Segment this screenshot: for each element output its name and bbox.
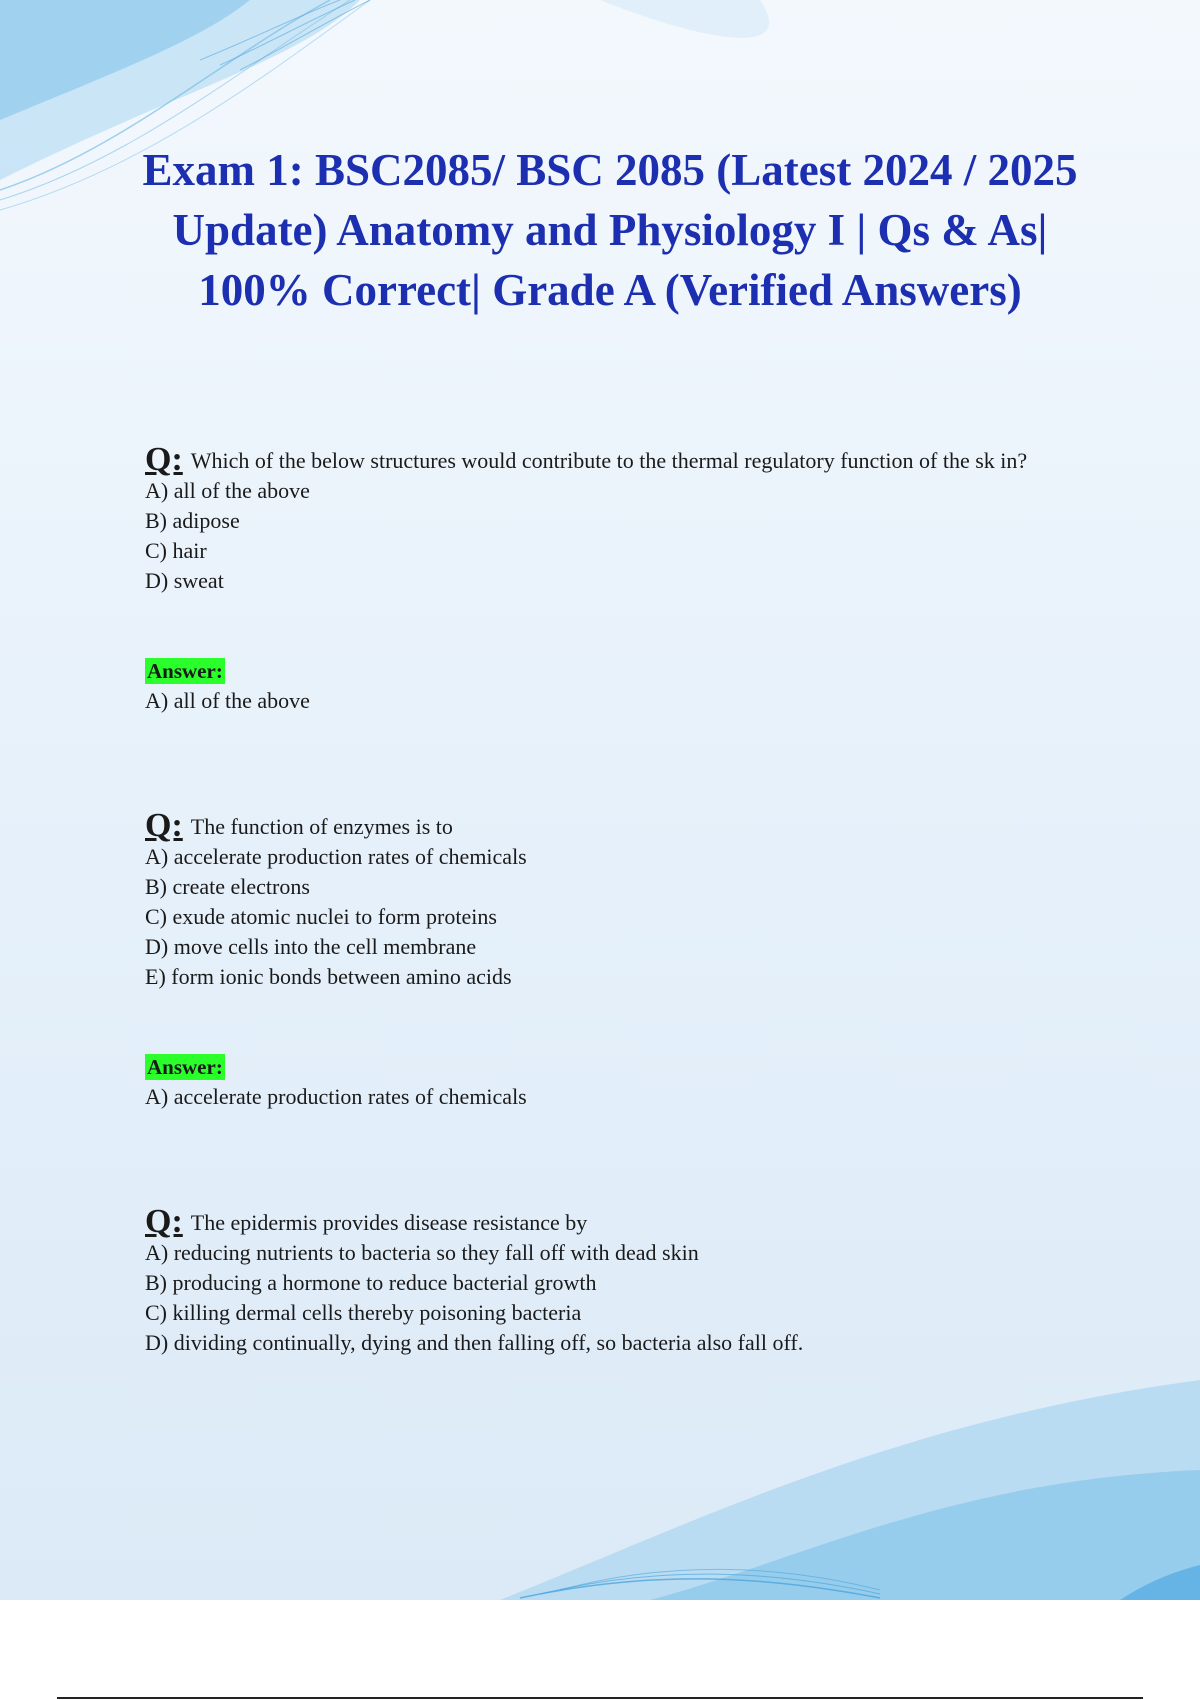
answer-option: B) adipose <box>145 508 240 533</box>
answer-label: Answer: <box>147 1055 223 1079</box>
answer-option: B) producing a hormone to reduce bacterial growth <box>145 1270 597 1295</box>
answer-option: D) sweat <box>145 568 224 593</box>
answer-option: E) form ionic bonds between amino acids <box>145 964 512 989</box>
answer-option: C) exude atomic nuclei to form proteins <box>145 904 497 929</box>
answer-label: Answer: <box>147 659 223 683</box>
question-line <box>145 1203 1095 1240</box>
footer-divider <box>57 1697 1143 1699</box>
answer-option: C) hair <box>145 538 207 563</box>
question-block <box>145 441 1095 716</box>
question-label: Q: <box>145 807 183 844</box>
answer-option: D) move cells into the cell membrane <box>145 934 477 959</box>
answer-option: A) accelerate production rates of chemicals <box>145 844 527 869</box>
answer-option: A) reducing nutrients to bacteria so they fall off with dead skin <box>145 1240 699 1265</box>
question-label: Q: <box>145 1203 183 1240</box>
answer-option: B) create electrons <box>145 874 310 899</box>
answer-option: C) killing dermal cells thereby poisoning bacteria <box>145 1300 582 1325</box>
answer-text: A) all of the above <box>145 688 310 713</box>
document-title: Exam 1: BSC2085/ BSC 2085 (Latest 2024 / 2025 Update) Anatomy and Physiology I | Qs & As| 100% Correct| Grade A (Verified Answers) <box>142 145 1078 315</box>
question-line <box>145 807 1095 844</box>
question-block <box>145 1203 1095 1358</box>
answer-option: D) dividing continually, dying and then falling off, so bacteria also fall off. <box>145 1330 804 1355</box>
answer-option: A) all of the above <box>145 478 310 503</box>
question-text: Which of the below structures would contribute to the thermal regulatory function of the sk in? <box>190 448 1028 473</box>
qa-content <box>145 441 1095 1358</box>
question-line <box>145 441 1095 478</box>
question-label: Q: <box>145 441 183 478</box>
question-block <box>145 807 1095 1112</box>
question-text: The epidermis provides disease resistance by <box>190 1210 588 1235</box>
question-text: The function of enzymes is to <box>190 814 453 839</box>
answer-text: A) accelerate production rates of chemicals <box>145 1084 527 1109</box>
